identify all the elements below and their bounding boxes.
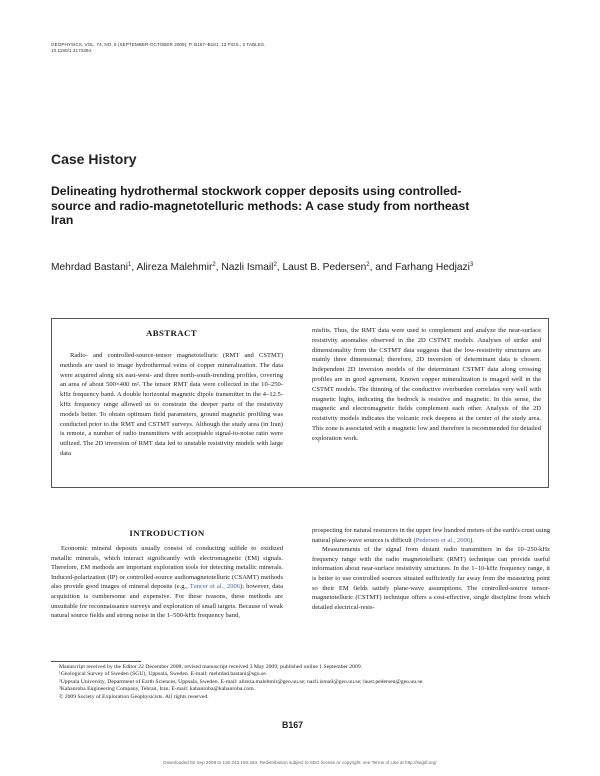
author: Nazli Ismail$^2$ — [221, 262, 277, 273]
citation-link[interactable]: Tuncer et al., 2006 — [189, 583, 241, 591]
author: Laust B. Pedersen$^2$ — [282, 262, 370, 273]
footnote: ¹Geological Survey of Sweden (SGU), Uppsala, Sweden. E-mail: mehrdad.bastani@sgu.se. — [59, 671, 268, 678]
author: Mehrdad Bastani$^1$ — [51, 262, 132, 273]
abstract-left-column — [60, 351, 283, 459]
footnote: Manuscript received by the Editor 22 December 2008; revised manuscript received 3 May 2009; published online 1 September 2009. — [59, 664, 363, 670]
introduction-left-column — [51, 544, 283, 621]
abstract-right-column — [312, 326, 541, 444]
abstract-text-left: Radio- and controlled-source-tensor magnetotelluric (RMT and CSTMT) methods are used to image hydrothermal veins of copper mineralization. The data were acquired along six east-west- and three north-south-trending profiles, covering an area of about 500×400 m². The tensor RMT data were collected in the 10–250-kHz frequency band. A double horizontal magnetic dipole transmitter in the 4–12.5-kHz frequency range allowed us to constrain the deeper parts of the resistivity models better. To obtain optimum field parameters, ground magnetic profiling was conducted prior to the RMT and CSTMT surveys. Although the study area (in Iran) is remote, a number of radio transmitters with acceptable signal-to-noise ratio were utilized. The 2D inversion of RMT data led to unstable resistivity models with large data — [60, 352, 283, 457]
paper-title: Delineating hydrothermal stockwork copper deposits using controlled-source and radio-magnetotelluric methods: A case study from northeast Iran — [51, 184, 470, 227]
introduction-paragraph: Measurements of the signal from distant radio transmitters in the 10–250-kHz frequency range with the radio magnetotelluric (RMT) technique can provide useful information about near-surface resistivity structures. In the 1–10-kHz frequency range, it is better to use controlled sources situated sufficiently far away from the measuring point so their EM fields satisfy plane-wave assumptions. The controlled-source tensor-magnetotelluric (CSTMT) technique offers a cost-effective, single discipline from which detailed electrical-resis- — [312, 546, 550, 611]
download-notice: Downloaded 02 Sep 2009 to 130.243.193.253. Redistribution subject to SEG license or copyright; see Terms of Use at http://segdl.org/ — [163, 760, 437, 765]
author-list: Mehrdad Bastani$^1$, Alireza Malehmir$^2$, Nazli Ismail$^2$, Laust B. Pedersen$^2$, and Farhang Hedjazi$^3$ — [51, 262, 474, 273]
journal-header — [51, 42, 351, 54]
citation-link[interactable]: Pedersen et al., 2006 — [415, 536, 471, 544]
abstract-heading: ABSTRACT — [145, 328, 198, 338]
introduction-paragraph: Economic mineral deposits usually consist of conducting sulfide to oxidized metallic minerals, which interact significantly with electromagnetic (EM) signals. Therefore, EM methods are important exploration tools for detecting metallic minerals. Induced-polarization (IP) or controlled-source audiomagnetotelluric (CSAMT) methods also provide good images of mineral deposits (e.g., Tuncer et al., 2006); however, data acquisition is cumbersome and expensive. For these reasons, these methods are unsuitable for reconnaissance surveys and exploration of small targets. Because of weak natural source fields and strong noise in the 1–500-kHz frequency band, — [51, 545, 283, 620]
footnote: ³Kahanroba Engineering Company, Tehran, Iran. E-mail: kahanroba@kahanroba.com. — [59, 686, 256, 693]
footnotes — [51, 664, 551, 701]
abstract-text-right: misfits. Thus, the RMT data were used to complement and analyze the near-surface resistivity anomalies observed in the 2D CSTMT models. Analyses of strike and dimensionality from the CSTMT data suggests that the low-resistivity structures are mainly three dimensional; therefore, 2D inversion of determinant data is chosen. Independent 2D inversion models of the determinant CSTMT data along crossing profiles are in good agreement. Known copper mineralization is imaged well in the CSTMT models. The thinning of the conductive overburden correlates very well with magnetic highs, indicating the bedrock is resistive and magnetic. In this sense, the magnetic and electromagnetic fields complement each other. Analysis of the 2D resistivity models indicates the volcanic rock deepens at the center of the study area. This zone is associated with a magnetic low and therefore is recommended for detailed exploration work. — [312, 327, 541, 442]
section-label: Case History — [51, 151, 137, 167]
author: Alireza Malehmir$^2$ — [136, 262, 216, 273]
page-number: B167 — [282, 720, 304, 730]
footnote: ²Uppsala University, Department of Earth Sciences, Uppsala, Sweden. E-mail: alireza.malehmir@geo.uu.se; nazli.ismail@geo.uu.se; laust.pedersen@geo.uu.se. — [59, 678, 424, 685]
introduction-paragraph: prospecting for natural resources in the upper few hundred meters of the earth's crust using natural plane-wave sources is difficult (Pedersen et al., 2006). — [312, 527, 550, 544]
introduction-heading: INTRODUCTION — [129, 528, 205, 538]
introduction-right-column — [312, 526, 550, 612]
doi: 10.1190/1.3174394 — [51, 48, 92, 53]
footnote-divider — [51, 661, 141, 662]
journal-line: GEOPHYSICS, VOL. 74, NO. 5 (SEPTEMBER-OCTOBER 2009); P. B167–B181, 13 FIGS., 2 TABLES. — [51, 42, 266, 47]
author: Farhang Hedjazi$^3$ — [395, 262, 474, 273]
footnote: © 2009 Society of Exploration Geophysicists. All rights reserved. — [59, 693, 209, 700]
